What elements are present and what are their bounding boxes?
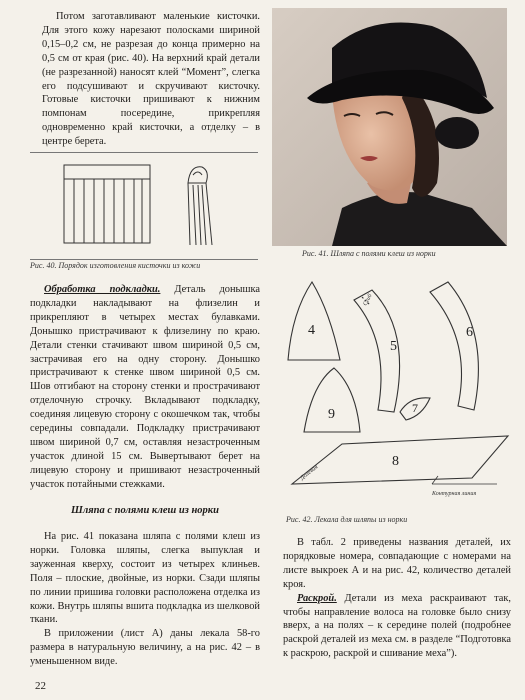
fold-line-label: Долевая <box>299 464 320 482</box>
cutting-text: Детали из меха раскраивают так, чтобы направление волоса на головке было снизу вверх, а на полях – к середине полей (подробнее раскрой деталей из меха см. в разделе “Подготовка к раскрою, раскрой и сшивание меха”). <box>283 592 511 660</box>
lining-section <box>30 283 260 492</box>
lining-heading: Обработка подкладки. <box>44 284 161 295</box>
piece-4-label: 4 <box>308 323 315 338</box>
hat-section-heading: Шляпа с полями клеш из норки <box>71 505 219 516</box>
figure-40-tassel-diagram <box>30 152 258 260</box>
piece-9-label: 9 <box>328 407 335 422</box>
tassel-steps-drawing <box>30 153 258 259</box>
contour-line-label: Контурная линия <box>432 491 477 497</box>
page-number: 22 <box>35 680 46 692</box>
lining-text: Деталь донышка подкладки накладывают на флизелин и прикрепляют в четырех местах булавками. Донышко пристрачивают к флизелину по краю. Детали стенки стачивают швом шириной 0,5 см, застрачивая его на одну сторону. Донышко пристрачивают к стенке швом шириной 0,5 см. Шов отгибают на сторону стенки и прострачивают отделочную строчку. Вкладывают подкладку, соединяя лицевую сторону с окошечком так, чтобы середины совпадали. Подкладку пристрачивают швом шириной 0,7 см, оставляя незастроченным участок длиной 15 см. Вывертывают берет на лицевую сторону и пришивают незастроченный участок потайными стежками. <box>30 284 260 490</box>
figure-42-caption: Рис. 42. Лекала для шляпы из норки <box>286 515 408 524</box>
figure-41-caption: Рис. 41. Шляпа с полями клеш из норки <box>302 249 436 258</box>
piece-7-label: 7 <box>412 401 418 415</box>
pattern-piece-4 <box>288 282 340 360</box>
fold-mark-label: Сгиб <box>362 293 374 307</box>
hat-pattern-drawing <box>282 272 514 512</box>
pattern-piece-6 <box>430 282 478 410</box>
hat-description-p2: В приложении (лист А) даны лекала 58-го размера в натуральную величину, а на рис. 42 – в уменьшенном виде. <box>30 628 260 668</box>
cutting-section <box>283 536 511 661</box>
model-in-hat-image <box>272 8 507 246</box>
piece-5-label: 5 <box>390 339 397 354</box>
pattern-piece-9 <box>304 368 360 432</box>
table-reference-text: В табл. 2 приведены названия деталей, их порядковые номера, совпадающие с номерами на листе выкроек А и на рис. 42, количество деталей кроя. <box>283 537 511 590</box>
intro-text: Потом заготавливают маленькие кисточки. Для этого кожу нарезают полосками шириной 0,15–0,2 см, не разрезая до конца примерно на 0,5 см от края (рис. 40). На верхний край детали (не разрезанной) наносят клей “Момент”, слегка его подсушивают и скручивают кисточку. Готовые кисточки пришивают к нижним помпонам посередине, прикрепляя одновременно край кисточки, а отделку – в центре берета. <box>42 11 260 148</box>
pattern-piece-8 <box>292 436 508 484</box>
piece-6-label: 6 <box>466 325 473 340</box>
piece-8-label: 8 <box>392 454 399 469</box>
intro-paragraph <box>42 10 260 149</box>
figure-42-patterns <box>282 272 514 512</box>
cutting-heading: Раскрой. <box>297 592 337 604</box>
hat-description-p1: На рис. 41 показана шляпа с полями клеш из норки. Головка шляпы, слегка выпуклая и зауженная кверху, состоит из четырех клиньев. Поля – плоские, двойные, из норки. Сзади шляпы по линии пришива головки расположена отделка из кожи. Внутрь шляпы вшита подкладка из шелковой ткани. <box>30 531 260 626</box>
hat-description <box>30 530 260 669</box>
hat-photo <box>272 8 507 246</box>
figure-40-caption: Рис. 40. Порядок изготовления кисточки из кожи <box>30 261 201 270</box>
